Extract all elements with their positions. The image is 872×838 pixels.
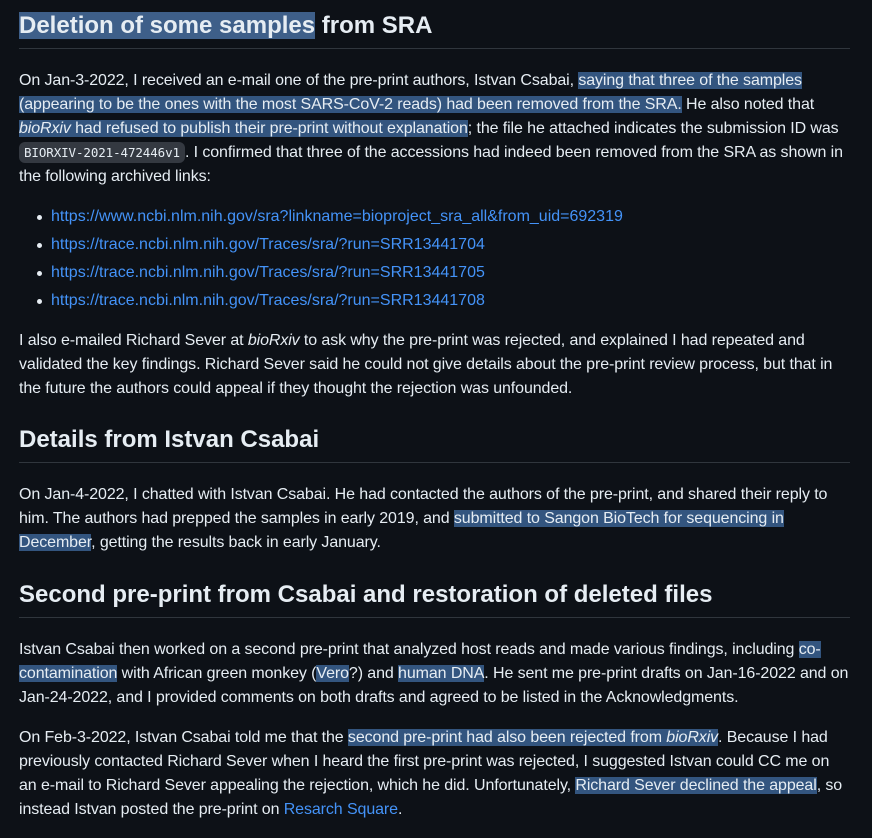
- text: . I confirmed that three of the accessions had indeed been removed from the SRA as shown in the following archived links:: [19, 144, 843, 185]
- link-research-square[interactable]: Resarch Square: [283, 801, 398, 818]
- highlight-vero: Vero: [316, 665, 349, 682]
- text: had refused to publish their pre-print without explanation: [70, 120, 468, 137]
- emphasis-biorxiv: bioRxiv: [666, 729, 719, 746]
- paragraph-second-preprint-work: [19, 638, 850, 710]
- paragraph-emailed-richard-sever: [19, 329, 850, 401]
- text: He also noted that: [681, 96, 815, 113]
- heading-rest: from SRA: [315, 12, 433, 39]
- highlight-second-rejected: [348, 729, 718, 746]
- text: with African green monkey (: [117, 665, 317, 682]
- heading-details-from-csabai: Details from Istvan Csabai: [19, 424, 850, 463]
- list-item: [51, 261, 850, 285]
- highlight-biorxiv-refused: [19, 120, 468, 137]
- heading-highlight: Deletion of some samples: [19, 12, 316, 39]
- text: second pre-print had also been rejected from: [347, 729, 667, 746]
- submission-id-code: BIORXIV-2021-472446v1: [19, 142, 185, 163]
- text: , so instead Istvan posted the pre-print on: [19, 777, 843, 818]
- archived-links-list: [19, 205, 850, 313]
- highlight-co-contamination: co-contamination: [19, 641, 821, 682]
- paragraph-chatted-with-csabai: [19, 483, 850, 555]
- text: ?) and: [348, 665, 399, 682]
- heading-deletion-of-samples: [19, 0, 850, 49]
- text: . He sent me pre-print drafts on Jan-16-2022 and on Jan-24-2022, and I provided comments on both drafts and agreed to be listed in the Acknowledgments.: [19, 665, 849, 706]
- highlight-declined-appeal: Richard Sever declined the appeal: [575, 777, 817, 794]
- heading-second-preprint: Second pre-print from Csabai and restoration of deleted files: [19, 579, 850, 618]
- list-item: [51, 289, 850, 313]
- text: . Because I had previously contacted Richard Sever when I heard the first pre-print was rejected, I suggested Istvan could CC me on an e-mail to Richard Sever appealing the rejection, which he did. Unfortunately,: [19, 729, 830, 794]
- paragraph-email-received: [19, 69, 850, 189]
- link-srr13441708[interactable]: https://trace.ncbi.nlm.nih.gov/Traces/sra/?run=SRR13441708: [51, 292, 485, 309]
- list-item: [51, 233, 850, 257]
- emphasis-biorxiv: bioRxiv: [19, 120, 71, 137]
- text: On Jan-3-2022, I received an e-mail one of the pre-print authors, Istvan Csabai,: [19, 72, 579, 89]
- text: I also e-mailed Richard Sever at: [19, 332, 248, 349]
- link-bioproject-sra[interactable]: https://www.ncbi.nlm.nih.gov/sra?linkname=bioproject_sra_all&from_uid=692319: [51, 208, 623, 225]
- link-srr13441704[interactable]: https://trace.ncbi.nlm.nih.gov/Traces/sra/?run=SRR13441704: [51, 236, 485, 253]
- list-item: [51, 205, 850, 229]
- text: .: [397, 801, 403, 818]
- emphasis-biorxiv: bioRxiv: [247, 332, 300, 349]
- text: On Jan-4-2022, I chatted with Istvan Csabai. He had contacted the authors of the pre-print, and shared their reply to him. The authors had prepped the samples in early 2019, and: [19, 486, 828, 527]
- text: ; the file he attached indicates the submission ID was: [467, 120, 839, 137]
- text: , getting the results back in early January.: [91, 534, 381, 551]
- text: On Feb-3-2022, Istvan Csabai told me that the: [19, 729, 348, 746]
- text: Istvan Csabai then worked on a second pre-print that analyzed host reads and made various findings, including: [19, 641, 799, 658]
- text: to ask why the pre-print was rejected, and explained I had repeated and validated the key findings. Richard Sever said he could not give details about the pre-print review process, but that in the future the authors could appeal if they thought the rejection was unfounded.: [19, 332, 833, 397]
- highlight-human-dna: human DNA: [398, 665, 485, 682]
- highlight-sangon-biotech: submitted to Sangon BioTech for sequencing in December: [19, 510, 784, 551]
- highlight-samples-removed: saying that three of the samples (appearing to be the ones with the most SARS-CoV-2 reads) had been removed from the SRA.: [19, 72, 802, 113]
- paragraph-second-rejection: [19, 726, 850, 822]
- link-srr13441705[interactable]: https://trace.ncbi.nlm.nih.gov/Traces/sra/?run=SRR13441705: [51, 264, 485, 281]
